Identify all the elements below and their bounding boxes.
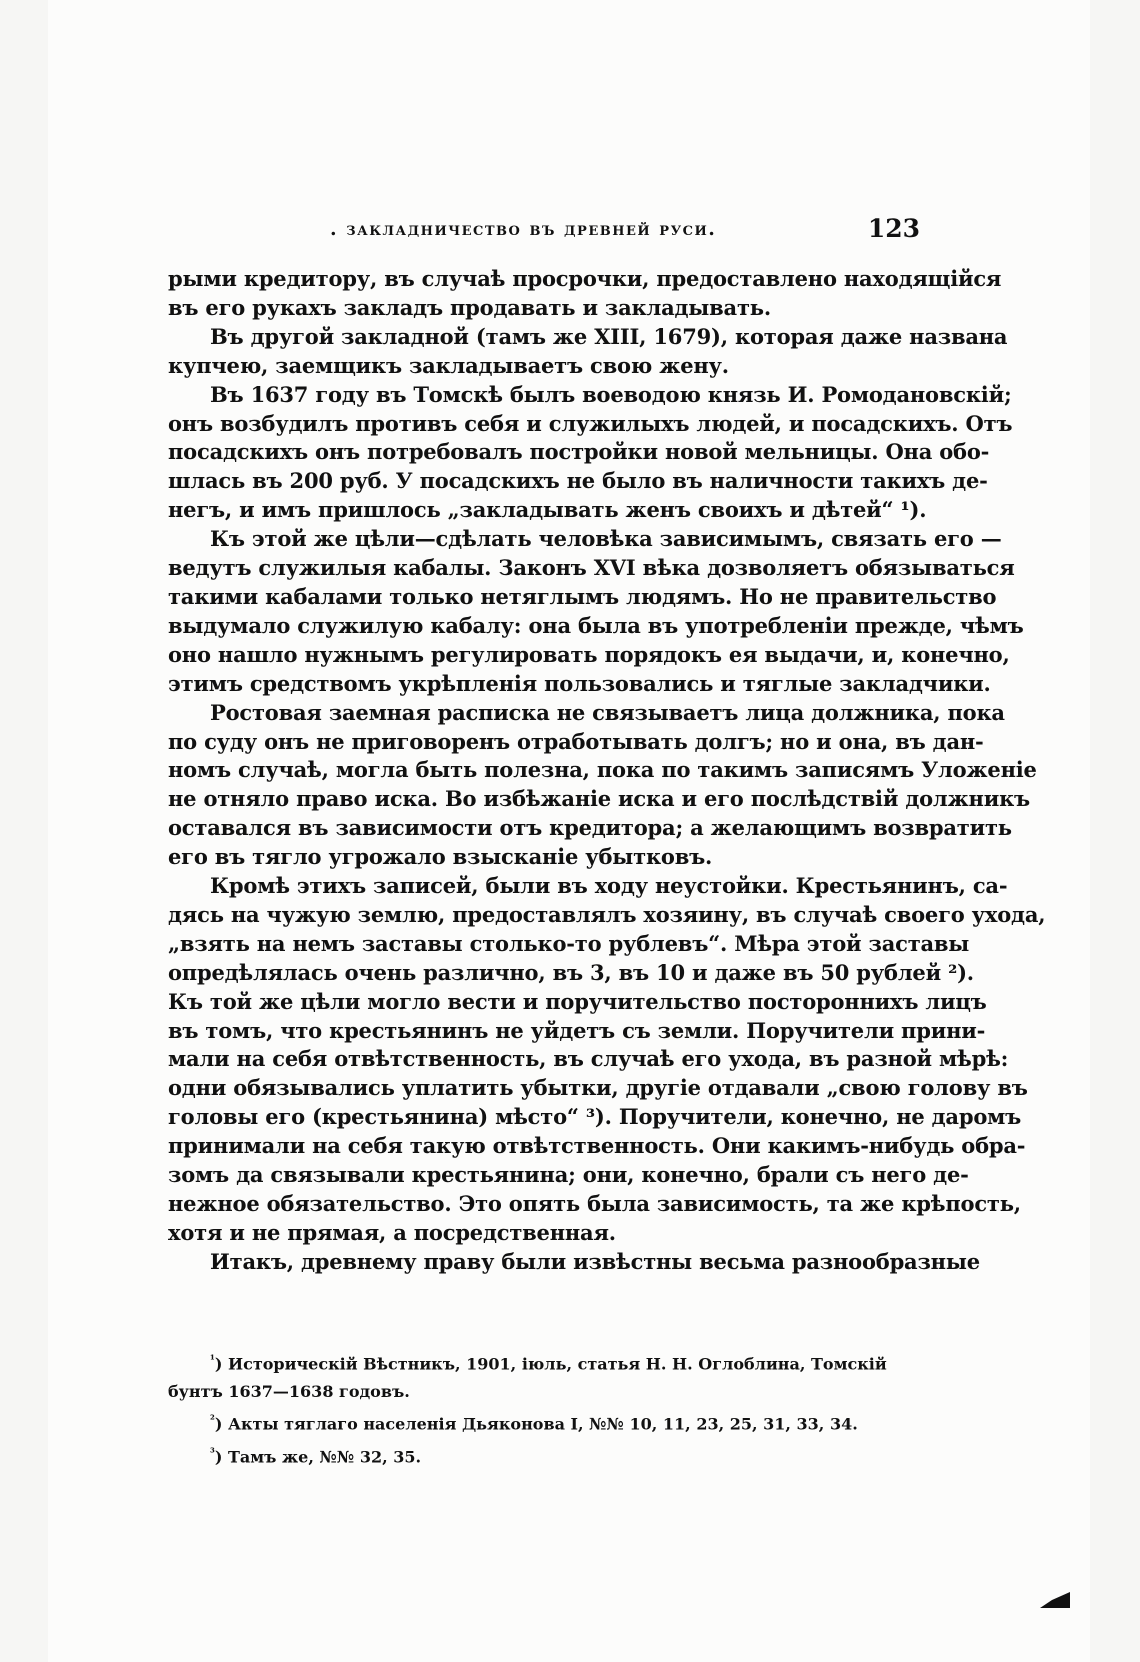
paragraph: [168, 381, 1013, 526]
text-line: этимъ средствомъ укрѣпленія пользовались и тяглые закладчики.: [168, 670, 991, 696]
text-line: его въ тягло угрожало взысканіе убытковъ.: [168, 844, 713, 870]
paragraph: [168, 699, 1037, 872]
text-line: принимали на себя такую отвѣтственность. Они какимъ-нибудь обра-: [168, 1133, 1026, 1159]
footnote: [168, 1378, 918, 1406]
text-line: въ его рукахъ закладъ продавать и закладывать.: [168, 294, 771, 320]
text-line: одни обязывались уплатить убытки, другіе отдавали „свою голову въ: [168, 1075, 1028, 1101]
footnote: [168, 1346, 918, 1378]
scan-corner-mark-icon: [1040, 1592, 1070, 1608]
text-line: дясь на чужую землю, предоставлялъ хозяину, въ случаѣ своего ухода,: [168, 901, 1046, 927]
text-line: оно нашло нужнымъ регулировать порядокъ ея выдачи, и, конечно,: [168, 641, 1010, 667]
paragraph: [168, 525, 1024, 698]
footnote: [168, 1439, 918, 1471]
text-line: посадскихъ онъ потребовалъ постройки новой мельницы. Она обо-: [168, 439, 990, 465]
text-line: онъ возбудилъ противъ себя и служилыхъ людей, и посадскихъ. Отъ: [168, 410, 1013, 436]
text-line: рыми кредитору, въ случаѣ просрочки, предоставлено находящійся: [168, 266, 1002, 291]
footnote: [168, 1406, 918, 1438]
footnote-text: ) Историческій Вѣстникъ, 1901, іюль, статья Н. Н. Оглоблина, Томскій: [214, 1354, 887, 1374]
text-line: по суду онъ не приговоренъ отработывать долгъ; но и она, въ дан-: [168, 728, 984, 754]
text-line: ведутъ служилыя кабалы. Законъ XVI вѣка дозволяетъ обязываться: [168, 555, 1015, 581]
text-line: такими кабалами только нетяглымъ людямъ. Но не правительство: [168, 583, 997, 609]
page-number: 123: [867, 214, 920, 243]
text-line: въ томъ, что крестьянинъ не уйдетъ съ земли. Поручители прини-: [168, 1017, 986, 1043]
footnote-text: бунтъ 1637—1638 годовъ.: [168, 1382, 410, 1402]
text-line: негъ, и имъ пришлось „закладывать женъ своихъ и дѣтей“ ¹).: [168, 497, 927, 523]
text-line: Въ 1637 году въ Томскѣ былъ воеводою князь И. Ромодановскій;: [210, 381, 1012, 407]
text-line: Къ той же цѣли могло вести и поручительство постороннихъ лицъ: [168, 988, 987, 1014]
text-line: Итакъ, древнему праву были извѣстны весьма разнообразные: [210, 1248, 980, 1274]
text-line: номъ случаѣ, могла быть полезна, пока по такимъ записямъ Уложеніе: [168, 757, 1037, 783]
footnotes: [168, 1346, 918, 1471]
paragraph: [168, 265, 1002, 323]
footnote-marker: ³: [210, 1445, 215, 1459]
text-line: головы его (крестьянина) мѣсто“ ³). Поручители, конечно, не даромъ: [168, 1104, 1022, 1130]
text-line: Ростовая заемная расписка не связываетъ лица должника, пока: [210, 699, 1005, 725]
text-line: выдумало служилую кабалу: она была въ употребленіи прежде, чѣмъ: [168, 612, 1024, 638]
footnote-text: ) Тамъ же, №№ 32, 35.: [214, 1446, 422, 1466]
text-line: нежное обязательство. Это опять была зависимость, та же крѣпость,: [168, 1191, 1021, 1216]
text-line: „взять на немъ заставы столько-то рублевъ“. Мѣра этой заставы: [168, 930, 970, 956]
footnote-marker: ²: [210, 1413, 215, 1427]
text-line: не отняло право иска. Во избѣжаніе иска и его послѣдствій должникъ: [168, 786, 1030, 812]
text-line: опредѣлялась очень различно, въ 3, въ 10 и даже въ 50 рублей ²).: [168, 959, 974, 985]
text-line: хотя и не прямая, а посредственная.: [168, 1219, 616, 1245]
text-line: Въ другой закладной (тамъ же XIII, 1679), которая даже названа: [210, 323, 1008, 349]
paragraph: [168, 1248, 980, 1277]
paragraph: [168, 323, 1008, 381]
running-title: . закладничество въ древней руси.: [330, 218, 717, 240]
text-line: зомъ да связывали крестьянина; они, конечно, брали съ него де-: [168, 1162, 969, 1188]
footnote-text: ) Акты тяглаго населенія Дьяконова I, №№ 10, 11, 23, 25, 31, 33, 34.: [214, 1414, 858, 1434]
footnote-marker: ¹: [210, 1353, 215, 1366]
page-header: [330, 214, 920, 246]
body-text: [168, 265, 1046, 1277]
text-line: оставался въ зависимости отъ кредитора; а желающимъ возвратить: [168, 815, 1012, 841]
text-line: шлась въ 200 руб. У посадскихъ не было въ наличности такихъ де-: [168, 468, 988, 494]
text-line: купчею, заемщикъ закладываетъ свою жену.: [168, 352, 729, 378]
paragraph: [168, 872, 1046, 1248]
text-line: мали на себя отвѣтственность, въ случаѣ его ухода, въ разной мѣрѣ:: [168, 1046, 1009, 1072]
text-line: Къ этой же цѣли—сдѣлать человѣка зависимымъ, связать его —: [210, 526, 1002, 552]
text-line: Кромѣ этихъ записей, были въ ходу неустойки. Крестьянинъ, са-: [210, 873, 1008, 899]
